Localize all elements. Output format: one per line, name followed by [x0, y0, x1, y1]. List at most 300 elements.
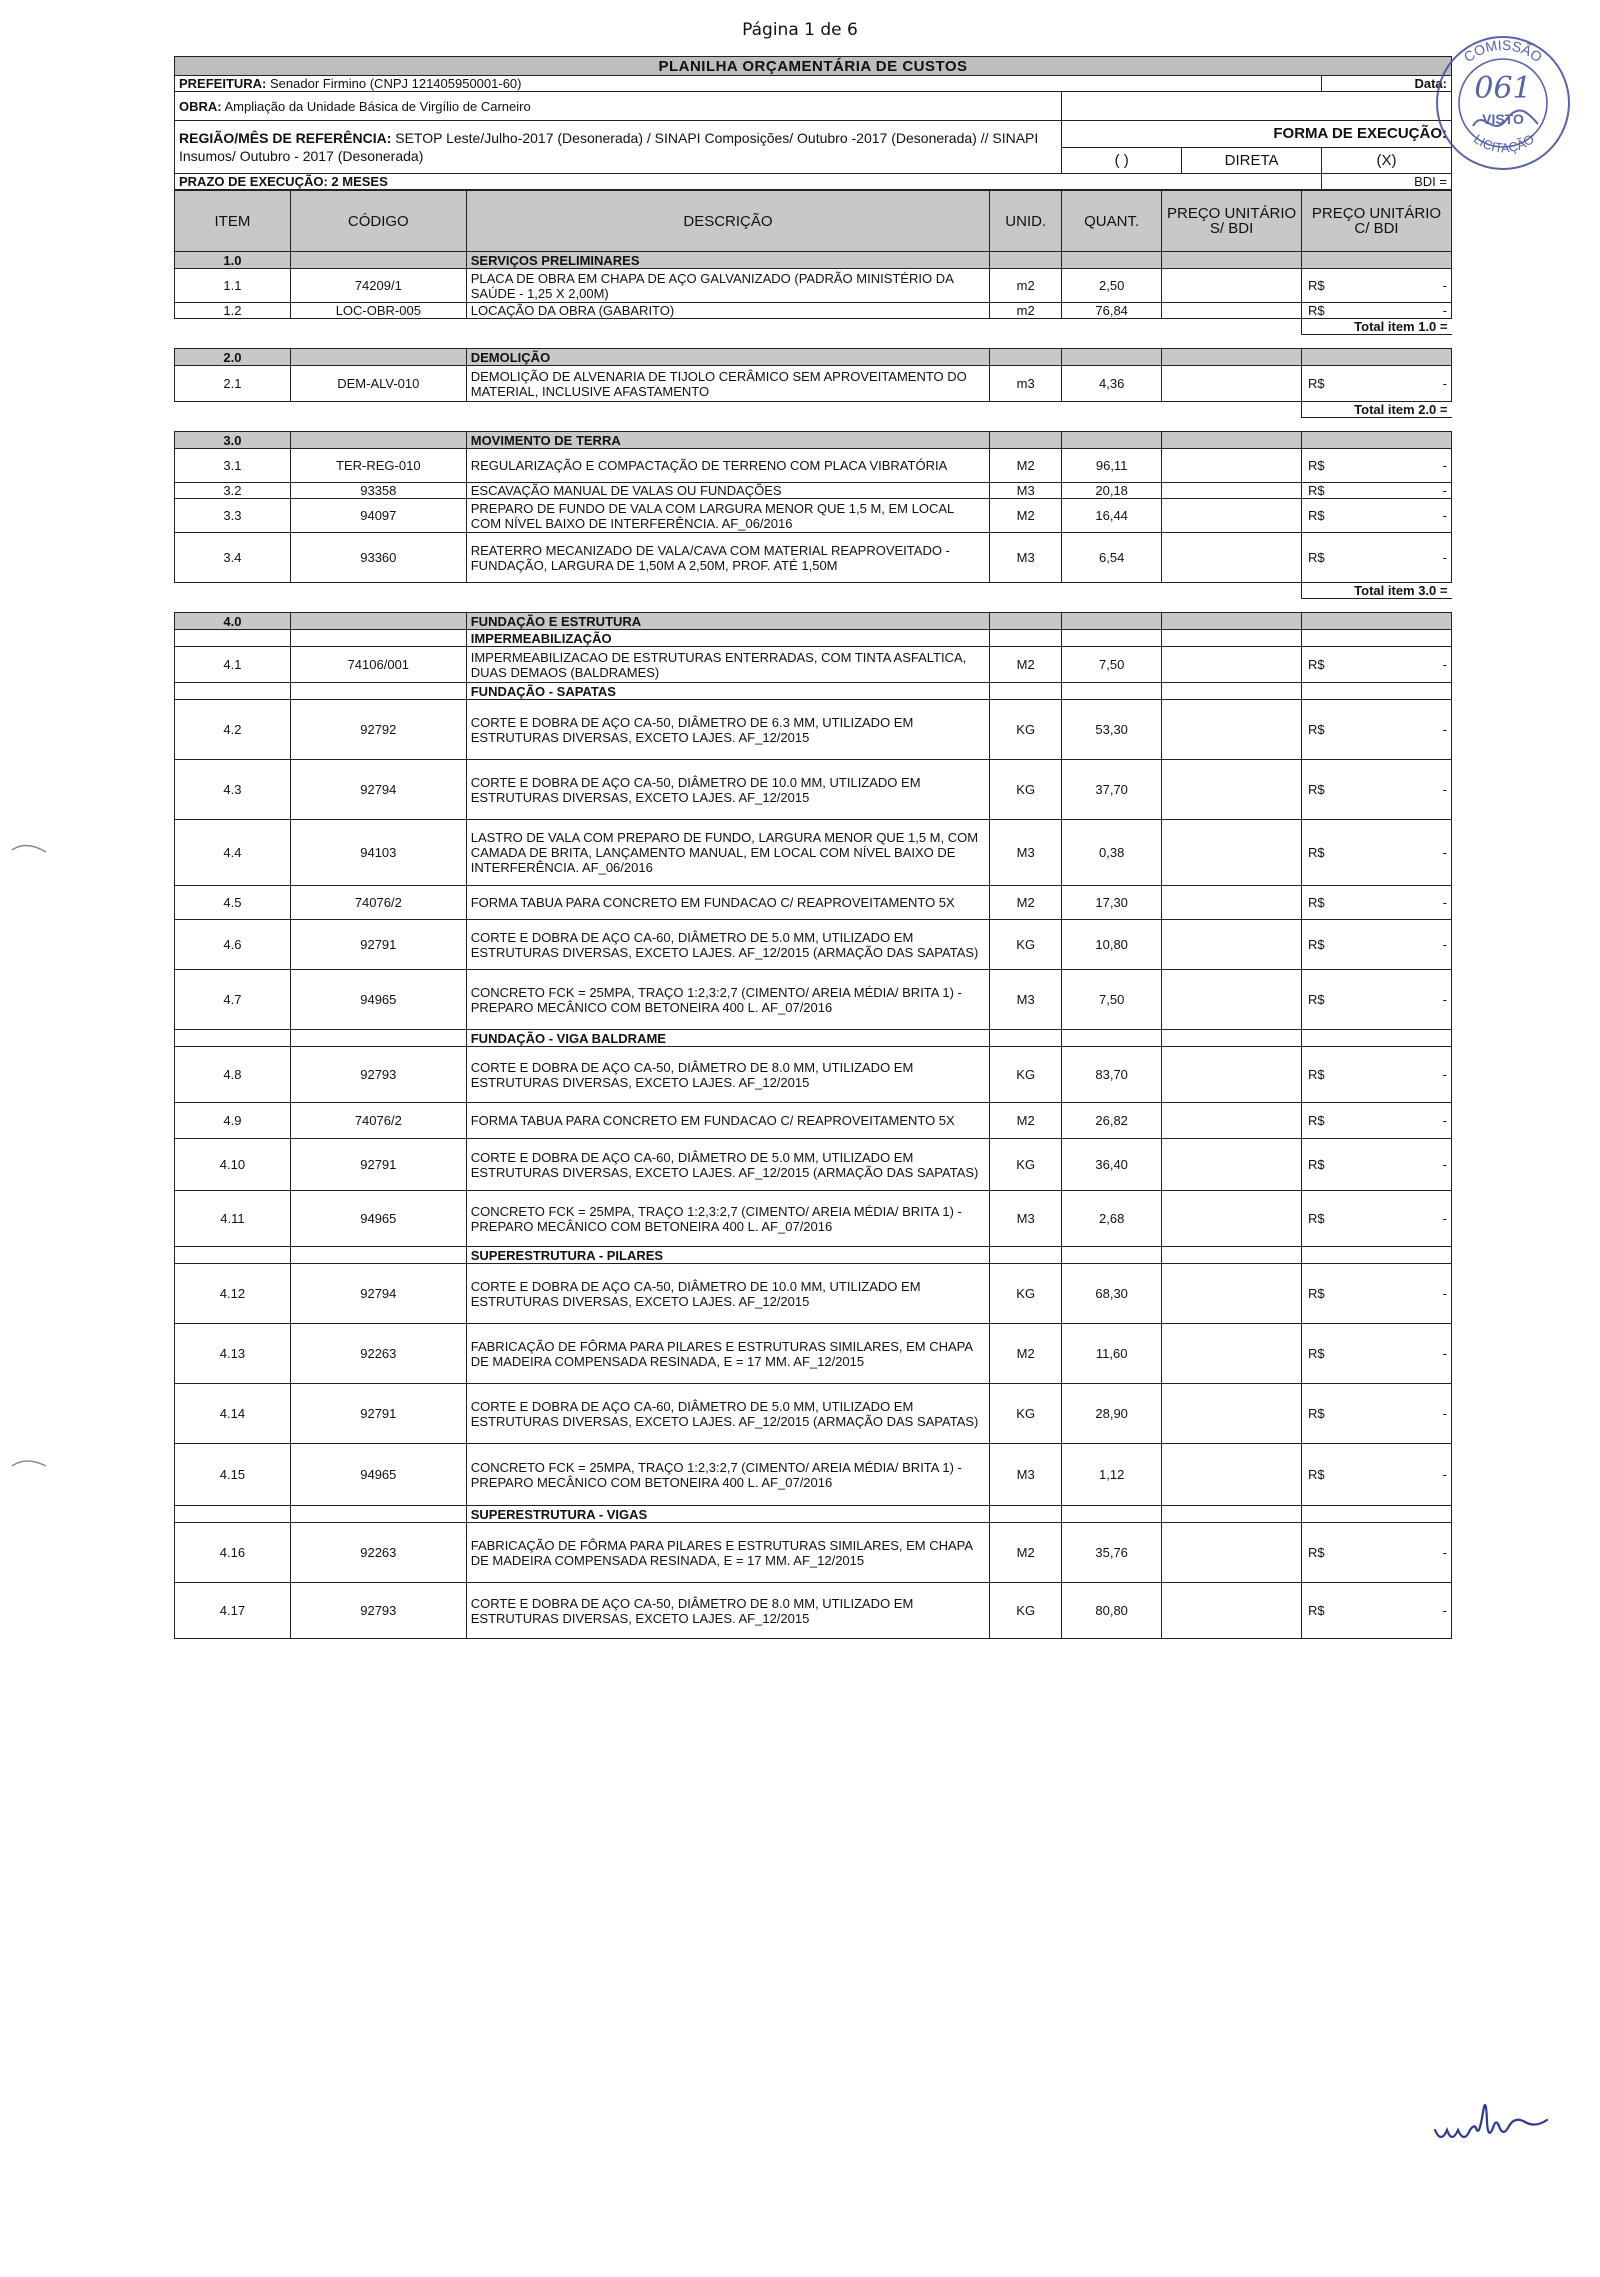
item-description: CONCRETO FCK = 25MPA, TRAÇO 1:2,3:2,7 (CIMENTO/ AREIA MÉDIA/ BRITA 1) - PREPARO MECÂNICO COM BETONEIRA 400 L. AF_07/2016 — [466, 1444, 989, 1506]
item-quantity: 26,82 — [1062, 1103, 1162, 1139]
total-row — [175, 583, 1452, 599]
price-dash: - — [1442, 303, 1447, 318]
subsection-row — [175, 1247, 1452, 1264]
currency-symbol: R$ — [1308, 458, 1325, 473]
currency-symbol: R$ — [1308, 1467, 1325, 1482]
item-number: 4.9 — [175, 1103, 291, 1139]
item-number: 3.3 — [175, 499, 291, 533]
item-unit: M2 — [990, 1324, 1062, 1384]
item-number: 4.13 — [175, 1324, 291, 1384]
item-description: REGULARIZAÇÃO E COMPACTAÇÃO DE TERRENO COM PLACA VIBRATÓRIA — [466, 449, 989, 483]
commission-stamp — [1428, 28, 1578, 178]
item-quantity: 11,60 — [1062, 1324, 1162, 1384]
item-code: 74106/001 — [290, 647, 466, 683]
section-item: 2.0 — [175, 349, 291, 366]
regiao-value: SETOP Leste/Julho-2017 (Desonerada) / SINAPI Composições/ Outubro -2017 (Desonerada) // SINAPI Insumos/ Outubro - 2017 (Desonerada) — [179, 130, 1039, 164]
item-code: 92791 — [290, 920, 466, 970]
stamp-visto: VISTO — [1482, 111, 1524, 127]
item-price-with-bdi — [1302, 920, 1452, 970]
item-code: 94097 — [290, 499, 466, 533]
item-description: CORTE E DOBRA DE AÇO CA-60, DIÂMETRO DE 5.0 MM, UTILIZADO EM ESTRUTURAS DIVERSAS, EXCETO LAJES. AF_12/2015 (ARMAÇÃO DAS SAPATAS) — [466, 1139, 989, 1191]
item-code: TER-REG-010 — [290, 449, 466, 483]
scan-mark — [10, 838, 50, 858]
item-price-with-bdi — [1302, 1583, 1452, 1639]
currency-symbol: R$ — [1308, 376, 1325, 391]
price-dash: - — [1442, 1406, 1447, 1421]
price-dash: - — [1442, 278, 1447, 293]
item-number: 3.4 — [175, 533, 291, 583]
item-description: FORMA TABUA PARA CONCRETO EM FUNDACAO C/ REAPROVEITAMENTO 5X — [466, 886, 989, 920]
section-title: MOVIMENTO DE TERRA — [466, 432, 989, 449]
prefeitura-cell — [175, 76, 1322, 92]
table-row — [175, 1047, 1452, 1103]
table-row — [175, 449, 1452, 483]
prefeitura-value: Senador Firmino (CNPJ 121405950001-60) — [270, 76, 522, 91]
table-row — [175, 1523, 1452, 1583]
sheet-title: PLANILHA ORÇAMENTÁRIA DE CUSTOS — [175, 57, 1452, 76]
item-number: 4.11 — [175, 1191, 291, 1247]
scan-mark — [10, 1452, 50, 1472]
table-row — [175, 533, 1452, 583]
option-selected: (X) — [1322, 147, 1452, 174]
currency-symbol: R$ — [1308, 1067, 1325, 1082]
subsection-title: IMPERMEABILIZAÇÃO — [466, 630, 989, 647]
prefeitura-label: PREFEITURA: — [179, 76, 267, 91]
item-quantity: 36,40 — [1062, 1139, 1162, 1191]
item-description: CORTE E DOBRA DE AÇO CA-60, DIÂMETRO DE 5.0 MM, UTILIZADO EM ESTRUTURAS DIVERSAS, EXCETO LAJES. AF_12/2015 (ARMAÇÃO DAS SAPATAS) — [466, 1384, 989, 1444]
currency-symbol: R$ — [1308, 1211, 1325, 1226]
item-code: 94965 — [290, 1191, 466, 1247]
item-description: PREPARO DE FUNDO DE VALA COM LARGURA MENOR QUE 1,5 M, EM LOCAL COM NÍVEL BAIXO DE INTERFERÊNCIA. AF_06/2016 — [466, 499, 989, 533]
table-row — [175, 269, 1452, 303]
currency-symbol: R$ — [1308, 550, 1325, 565]
item-unit: KG — [990, 1047, 1062, 1103]
obra-value: Ampliação da Unidade Básica de Virgílio de Carneiro — [224, 98, 531, 114]
subsection-row — [175, 630, 1452, 647]
item-price-with-bdi — [1302, 533, 1452, 583]
item-price-with-bdi — [1302, 449, 1452, 483]
item-number: 4.10 — [175, 1139, 291, 1191]
item-quantity: 10,80 — [1062, 920, 1162, 970]
item-price-without-bdi — [1162, 1324, 1302, 1384]
item-price-without-bdi — [1162, 533, 1302, 583]
item-number: 1.2 — [175, 303, 291, 319]
section-title: FUNDAÇÃO E ESTRUTURA — [466, 613, 989, 630]
item-quantity: 17,30 — [1062, 886, 1162, 920]
price-dash: - — [1442, 483, 1447, 498]
item-code: 92263 — [290, 1523, 466, 1583]
item-description: LOCAÇÃO DA OBRA (GABARITO) — [466, 303, 989, 319]
item-number: 4.14 — [175, 1384, 291, 1444]
price-dash: - — [1442, 1346, 1447, 1361]
price-dash: - — [1442, 782, 1447, 797]
item-unit: m2 — [990, 303, 1062, 319]
item-quantity: 2,50 — [1062, 269, 1162, 303]
item-quantity: 76,84 — [1062, 303, 1162, 319]
subsection-row — [175, 683, 1452, 700]
spacer-row — [175, 599, 1452, 613]
item-quantity: 16,44 — [1062, 499, 1162, 533]
item-price-without-bdi — [1162, 970, 1302, 1030]
currency-symbol: R$ — [1308, 1545, 1325, 1560]
item-description: PLACA DE OBRA EM CHAPA DE AÇO GALVANIZADO (PADRÃO MINISTÉRIO DA SAÚDE - 1,25 X 2,00M) — [466, 269, 989, 303]
item-price-without-bdi — [1162, 449, 1302, 483]
item-quantity: 35,76 — [1062, 1523, 1162, 1583]
price-dash: - — [1442, 1467, 1447, 1482]
item-price-without-bdi — [1162, 303, 1302, 319]
item-number: 4.16 — [175, 1523, 291, 1583]
item-price-with-bdi — [1302, 760, 1452, 820]
item-number: 4.6 — [175, 920, 291, 970]
item-unit: KG — [990, 1139, 1062, 1191]
item-code: 74076/2 — [290, 1103, 466, 1139]
section-total-label: Total item 2.0 = — [1302, 402, 1452, 418]
currency-symbol: R$ — [1308, 937, 1325, 952]
currency-symbol: R$ — [1308, 895, 1325, 910]
item-code: DEM-ALV-010 — [290, 366, 466, 402]
item-price-with-bdi — [1302, 970, 1452, 1030]
item-description: CORTE E DOBRA DE AÇO CA-50, DIÂMETRO DE 8.0 MM, UTILIZADO EM ESTRUTURAS DIVERSAS, EXCETO LAJES. AF_12/2015 — [466, 1047, 989, 1103]
item-price-with-bdi — [1302, 303, 1452, 319]
section-total-label: Total item 3.0 = — [1302, 583, 1452, 599]
item-price-without-bdi — [1162, 647, 1302, 683]
total-row — [175, 319, 1452, 335]
item-quantity: 7,50 — [1062, 970, 1162, 1030]
item-quantity: 20,18 — [1062, 483, 1162, 499]
price-dash: - — [1442, 376, 1447, 391]
currency-symbol: R$ — [1308, 483, 1325, 498]
item-unit: M3 — [990, 483, 1062, 499]
table-row — [175, 366, 1452, 402]
section-item: 3.0 — [175, 432, 291, 449]
currency-symbol: R$ — [1308, 278, 1325, 293]
item-quantity: 2,68 — [1062, 1191, 1162, 1247]
price-dash: - — [1442, 1286, 1447, 1301]
item-quantity: 7,50 — [1062, 647, 1162, 683]
item-price-without-bdi — [1162, 920, 1302, 970]
handwritten-signature — [1430, 2095, 1570, 2155]
item-price-with-bdi — [1302, 1523, 1452, 1583]
item-description: FABRICAÇÃO DE FÔRMA PARA PILARES E ESTRUTURAS SIMILARES, EM CHAPA DE MADEIRA COMPENSADA RESINADA, E = 17 MM. AF_12/2015 — [466, 1324, 989, 1384]
item-code: 92791 — [290, 1384, 466, 1444]
item-price-with-bdi — [1302, 1384, 1452, 1444]
item-quantity: 0,38 — [1062, 820, 1162, 886]
item-price-with-bdi — [1302, 269, 1452, 303]
spacer-row — [175, 335, 1452, 349]
subsection-title: FUNDAÇÃO - VIGA BALDRAME — [466, 1030, 989, 1047]
table-row — [175, 483, 1452, 499]
item-price-without-bdi — [1162, 820, 1302, 886]
col-preco-com-bdi: PREÇO UNITÁRIO C/ BDI — [1302, 191, 1452, 252]
item-price-with-bdi — [1302, 1139, 1452, 1191]
section-item: 1.0 — [175, 252, 291, 269]
item-code: 92793 — [290, 1047, 466, 1103]
stamp-top-text: COMISSÃO — [1460, 36, 1546, 66]
header-table — [174, 56, 1452, 190]
item-unit: KG — [990, 1384, 1062, 1444]
item-price-without-bdi — [1162, 1583, 1302, 1639]
item-unit: M2 — [990, 1103, 1062, 1139]
item-unit: M2 — [990, 449, 1062, 483]
regiao-label: REGIÃO/MÊS DE REFERÊNCIA: — [179, 130, 392, 146]
item-number: 4.17 — [175, 1583, 291, 1639]
item-unit: M2 — [990, 499, 1062, 533]
item-description: LASTRO DE VALA COM PREPARO DE FUNDO, LARGURA MENOR QUE 1,5 M, COM CAMADA DE BRITA, LANÇAMENTO MANUAL, EM LOCAL COM NÍVEL BAIXO DE INTERFERÊNCIA. AF_06/2016 — [466, 820, 989, 886]
table-row — [175, 1444, 1452, 1506]
section-row — [175, 349, 1452, 366]
item-price-with-bdi — [1302, 1324, 1452, 1384]
section-row — [175, 613, 1452, 630]
item-number: 3.2 — [175, 483, 291, 499]
price-dash: - — [1442, 722, 1447, 737]
item-number: 4.1 — [175, 647, 291, 683]
item-unit: M3 — [990, 820, 1062, 886]
items-table — [174, 190, 1452, 1639]
item-price-with-bdi — [1302, 700, 1452, 760]
item-description: REATERRO MECANIZADO DE VALA/CAVA COM MATERIAL REAPROVEITADO - FUNDAÇÃO, LARGURA DE 1,50M A 2,50M, PROF. ATÉ 1,50M — [466, 533, 989, 583]
item-price-with-bdi — [1302, 820, 1452, 886]
currency-symbol: R$ — [1308, 845, 1325, 860]
item-number: 4.3 — [175, 760, 291, 820]
item-quantity: 28,90 — [1062, 1384, 1162, 1444]
price-dash: - — [1442, 992, 1447, 1007]
item-code: 92794 — [290, 760, 466, 820]
item-quantity: 37,70 — [1062, 760, 1162, 820]
price-dash: - — [1442, 937, 1447, 952]
item-unit: M2 — [990, 1523, 1062, 1583]
currency-symbol: R$ — [1308, 657, 1325, 672]
item-price-with-bdi — [1302, 366, 1452, 402]
item-quantity: 96,11 — [1062, 449, 1162, 483]
price-dash: - — [1442, 895, 1447, 910]
table-row — [175, 1264, 1452, 1324]
item-unit: KG — [990, 700, 1062, 760]
table-row — [175, 1324, 1452, 1384]
col-preco-sem-bdi: PREÇO UNITÁRIO S/ BDI — [1162, 191, 1302, 252]
table-row — [175, 700, 1452, 760]
item-unit: M2 — [990, 647, 1062, 683]
item-price-with-bdi — [1302, 647, 1452, 683]
section-row — [175, 432, 1452, 449]
item-code: 92792 — [290, 700, 466, 760]
section-title: DEMOLIÇÃO — [466, 349, 989, 366]
item-unit: m2 — [990, 269, 1062, 303]
item-price-without-bdi — [1162, 700, 1302, 760]
item-number: 4.7 — [175, 970, 291, 1030]
item-code: 74209/1 — [290, 269, 466, 303]
price-dash: - — [1442, 1113, 1447, 1128]
direta-label: DIRETA — [1182, 147, 1322, 174]
item-description: IMPERMEABILIZACAO DE ESTRUTURAS ENTERRADAS, COM TINTA ASFALTICA, DUAS DEMAOS (BALDRAMES) — [466, 647, 989, 683]
table-row — [175, 1583, 1452, 1639]
item-quantity: 6,54 — [1062, 533, 1162, 583]
col-item: ITEM — [175, 191, 291, 252]
subsection-row — [175, 1030, 1452, 1047]
table-row — [175, 1139, 1452, 1191]
item-price-without-bdi — [1162, 483, 1302, 499]
item-number: 4.12 — [175, 1264, 291, 1324]
total-row — [175, 402, 1452, 418]
item-number: 4.5 — [175, 886, 291, 920]
item-number: 4.4 — [175, 820, 291, 886]
stamp-number: 061 — [1474, 71, 1532, 106]
item-unit: m3 — [990, 366, 1062, 402]
subsection-row — [175, 1506, 1452, 1523]
item-unit: M3 — [990, 533, 1062, 583]
price-dash: - — [1442, 458, 1447, 473]
currency-symbol: R$ — [1308, 508, 1325, 523]
item-price-without-bdi — [1162, 1191, 1302, 1247]
item-quantity: 1,12 — [1062, 1444, 1162, 1506]
item-quantity: 68,30 — [1062, 1264, 1162, 1324]
regiao-cell — [175, 121, 1062, 174]
item-number: 3.1 — [175, 449, 291, 483]
item-unit: KG — [990, 1264, 1062, 1324]
item-quantity: 83,70 — [1062, 1047, 1162, 1103]
item-code: 94965 — [290, 1444, 466, 1506]
section-total-label: Total item 1.0 = — [1302, 319, 1452, 335]
table-row — [175, 820, 1452, 886]
price-dash: - — [1442, 550, 1447, 565]
item-number: 2.1 — [175, 366, 291, 402]
table-row — [175, 1191, 1452, 1247]
price-dash: - — [1442, 657, 1447, 672]
price-dash: - — [1442, 1603, 1447, 1618]
price-dash: - — [1442, 1067, 1447, 1082]
item-price-without-bdi — [1162, 1047, 1302, 1103]
item-price-with-bdi — [1302, 886, 1452, 920]
item-code: 92793 — [290, 1583, 466, 1639]
price-dash: - — [1442, 508, 1447, 523]
price-dash: - — [1442, 1211, 1447, 1226]
currency-symbol: R$ — [1308, 992, 1325, 1007]
prazo-value: 2 MESES — [331, 174, 388, 189]
col-unid: UNID. — [990, 191, 1062, 252]
item-quantity: 80,80 — [1062, 1583, 1162, 1639]
item-code: LOC-OBR-005 — [290, 303, 466, 319]
item-unit: KG — [990, 920, 1062, 970]
item-code: 92263 — [290, 1324, 466, 1384]
subsection-title: FUNDAÇÃO - SAPATAS — [466, 683, 989, 700]
table-row — [175, 920, 1452, 970]
item-price-without-bdi — [1162, 1444, 1302, 1506]
item-description: CORTE E DOBRA DE AÇO CA-50, DIÂMETRO DE 10.0 MM, UTILIZADO EM ESTRUTURAS DIVERSAS, EXCETO LAJES. AF_12/2015 — [466, 760, 989, 820]
item-number: 4.15 — [175, 1444, 291, 1506]
item-price-without-bdi — [1162, 269, 1302, 303]
item-price-with-bdi — [1302, 1047, 1452, 1103]
item-price-without-bdi — [1162, 760, 1302, 820]
item-unit: M2 — [990, 886, 1062, 920]
item-description: FABRICAÇÃO DE FÔRMA PARA PILARES E ESTRUTURAS SIMILARES, EM CHAPA DE MADEIRA COMPENSADA RESINADA, E = 17 MM. AF_12/2015 — [466, 1523, 989, 1583]
item-price-without-bdi — [1162, 1103, 1302, 1139]
table-row — [175, 886, 1452, 920]
obra-label: OBRA: — [179, 98, 222, 114]
item-unit: M3 — [990, 1191, 1062, 1247]
currency-symbol: R$ — [1308, 1603, 1325, 1618]
item-quantity: 4,36 — [1062, 366, 1162, 402]
item-description: CORTE E DOBRA DE AÇO CA-50, DIÂMETRO DE 8.0 MM, UTILIZADO EM ESTRUTURAS DIVERSAS, EXCETO LAJES. AF_12/2015 — [466, 1583, 989, 1639]
item-description: CORTE E DOBRA DE AÇO CA-50, DIÂMETRO DE 10.0 MM, UTILIZADO EM ESTRUTURAS DIVERSAS, EXCETO LAJES. AF_12/2015 — [466, 1264, 989, 1324]
item-price-without-bdi — [1162, 499, 1302, 533]
item-code: 93358 — [290, 483, 466, 499]
prazo-label: PRAZO DE EXECUÇÃO: — [179, 174, 328, 189]
section-item: 4.0 — [175, 613, 291, 630]
currency-symbol: R$ — [1308, 1286, 1325, 1301]
budget-sheet — [174, 56, 1452, 1639]
item-price-without-bdi — [1162, 1384, 1302, 1444]
currency-symbol: R$ — [1308, 722, 1325, 737]
table-row — [175, 1384, 1452, 1444]
table-row — [175, 970, 1452, 1030]
item-description: CORTE E DOBRA DE AÇO CA-60, DIÂMETRO DE 5.0 MM, UTILIZADO EM ESTRUTURAS DIVERSAS, EXCETO LAJES. AF_12/2015 (ARMAÇÃO DAS SAPATAS) — [466, 920, 989, 970]
item-description: CONCRETO FCK = 25MPA, TRAÇO 1:2,3:2,7 (CIMENTO/ AREIA MÉDIA/ BRITA 1) - PREPARO MECÂNICO COM BETONEIRA 400 L. AF_07/2016 — [466, 970, 989, 1030]
page-number: Página 1 de 6 — [742, 20, 858, 40]
stamp-bottom-text: LICITAÇÃO — [1471, 131, 1537, 156]
price-dash: - — [1442, 1545, 1447, 1560]
item-unit: M3 — [990, 1444, 1062, 1506]
item-description: CORTE E DOBRA DE AÇO CA-50, DIÂMETRO DE 6.3 MM, UTILIZADO EM ESTRUTURAS DIVERSAS, EXCETO LAJES. AF_12/2015 — [466, 700, 989, 760]
item-price-with-bdi — [1302, 1264, 1452, 1324]
subsection-title: SUPERESTRUTURA - PILARES — [466, 1247, 989, 1264]
item-price-with-bdi — [1302, 1444, 1452, 1506]
currency-symbol: R$ — [1308, 303, 1325, 318]
price-dash: - — [1442, 1157, 1447, 1172]
item-price-without-bdi — [1162, 1139, 1302, 1191]
currency-symbol: R$ — [1308, 1346, 1325, 1361]
data-label: Data: — [1322, 76, 1452, 92]
item-number: 4.2 — [175, 700, 291, 760]
item-price-without-bdi — [1162, 886, 1302, 920]
currency-symbol: R$ — [1308, 1406, 1325, 1421]
col-codigo: CÓDIGO — [290, 191, 466, 252]
col-quant: QUANT. — [1062, 191, 1162, 252]
item-price-with-bdi — [1302, 1103, 1452, 1139]
table-row — [175, 1103, 1452, 1139]
items-body — [175, 252, 1452, 1639]
table-row — [175, 647, 1452, 683]
section-row — [175, 252, 1452, 269]
subsection-title: SUPERESTRUTURA - VIGAS — [466, 1506, 989, 1523]
currency-symbol: R$ — [1308, 782, 1325, 797]
item-price-with-bdi — [1302, 1191, 1452, 1247]
item-number: 1.1 — [175, 269, 291, 303]
item-price-without-bdi — [1162, 1523, 1302, 1583]
table-row — [175, 303, 1452, 319]
prazo-cell — [175, 174, 1322, 190]
currency-symbol: R$ — [1308, 1113, 1325, 1128]
item-description: CONCRETO FCK = 25MPA, TRAÇO 1:2,3:2,7 (CIMENTO/ AREIA MÉDIA/ BRITA 1) - PREPARO MECÂNICO COM BETONEIRA 400 L. AF_07/2016 — [466, 1191, 989, 1247]
item-price-without-bdi — [1162, 1264, 1302, 1324]
item-code: 92791 — [290, 1139, 466, 1191]
item-number: 4.8 — [175, 1047, 291, 1103]
item-description: DEMOLIÇÃO DE ALVENARIA DE TIJOLO CERÂMICO SEM APROVEITAMENTO DO MATERIAL, INCLUSIVE AFASTAMENTO — [466, 366, 989, 402]
item-price-without-bdi — [1162, 366, 1302, 402]
section-title: SERVIÇOS PRELIMINARES — [466, 252, 989, 269]
bdi-label: BDI = — [1322, 174, 1452, 190]
table-row — [175, 760, 1452, 820]
item-code: 94965 — [290, 970, 466, 1030]
item-code: 92794 — [290, 1264, 466, 1324]
option-blank: ( ) — [1062, 147, 1182, 174]
item-price-with-bdi — [1302, 483, 1452, 499]
obra-cell — [175, 92, 1062, 121]
forma-execucao-label: FORMA DE EXECUÇÃO: — [1062, 121, 1452, 148]
item-code: 94103 — [290, 820, 466, 886]
item-description: FORMA TABUA PARA CONCRETO EM FUNDACAO C/ REAPROVEITAMENTO 5X — [466, 1103, 989, 1139]
item-price-with-bdi — [1302, 499, 1452, 533]
price-dash: - — [1442, 845, 1447, 860]
spacer-row — [175, 418, 1452, 432]
